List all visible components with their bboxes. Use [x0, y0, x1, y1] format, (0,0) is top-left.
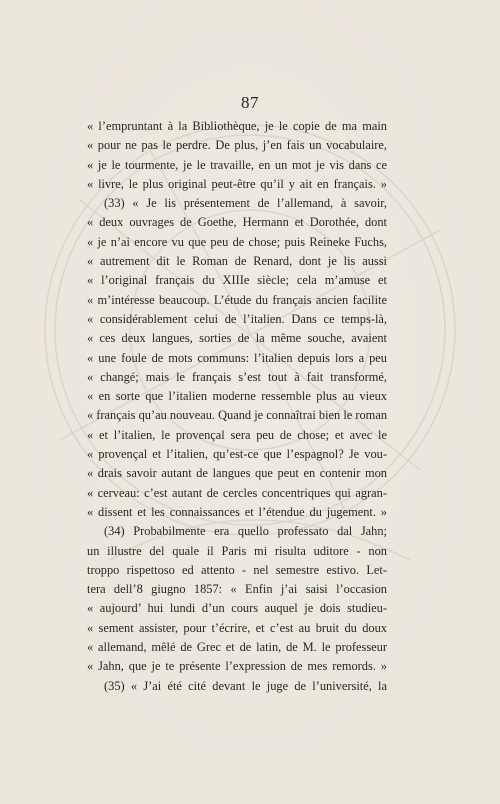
text-line: « et l’italien, le provençal sera peu de chose; et avec le: [87, 427, 387, 442]
text-line: « aujourd’ hui lundi d’un cours auquel je dois studieu-: [87, 601, 387, 616]
text-line: (34) Probabilmente era quello professato dal Jahn;: [104, 524, 387, 539]
text-line: « Jahn, que je te présente l’expression de mes remords. »: [87, 659, 387, 674]
text-line: « pour ne pas le perdre. De plus, j’en fais un vocabulaire,: [87, 138, 387, 153]
text-line: « je le tourmente, je le travaille, en un mot je vis dans ce: [87, 157, 387, 172]
text-line: « drais savoir autant de langues que peut en contenir mon: [87, 466, 387, 481]
text-line: « français qu’au nouveau. Quand je connaîtrai bien le roman: [87, 408, 388, 423]
text-line: « sement assister, pour t’écrire, et c’est au bruit du doux: [87, 620, 387, 635]
text-line: « autrement dit le Roman de Renard, dont je lis aussi: [87, 254, 387, 269]
text-line: « l’empruntant à la Bibliothèque, je le copie de ma main: [87, 119, 387, 133]
text-line: « cerveau: c’est autant de cercles concentriques qui agran-: [87, 485, 387, 500]
text-line: « livre, le plus original peut-être qu’il y ait en français. »: [87, 176, 387, 191]
text-line: « considérablement celui de l’italien. Dans ce temps-là,: [87, 311, 387, 326]
text-line: « deux ouvrages de Goethe, Hermann et Dorothée, dont: [87, 215, 387, 230]
text-line: « en sorte que l’italien moderne ressemble plus au vieux: [87, 389, 387, 404]
text-line: troppo rispettoso ed attento - nel semestre estivo. Let-: [87, 562, 387, 577]
text-line: « dissent et les connaissances et l’étendue du jugement. »: [87, 504, 387, 519]
text-line: (33) « Je lis présentement de l’allemand, à savoir,: [104, 196, 387, 211]
text-line: « provençal et l’italien, qu’est-ce que l’espagnol? Je vou-: [87, 447, 387, 462]
text-line: « allemand, mêlé de Grec et de latin, de M. le professeur: [87, 640, 387, 655]
text-line: « changé; mais le français s’est tout à fait transformé,: [87, 369, 387, 384]
text-line: « l’original français du XIIIe siècle; cela m’amuse et: [87, 273, 387, 288]
text-line: « je n’ai encore vu que peu de chose; puis Reineke Fuchs,: [87, 234, 387, 249]
text-line: un illustre del quale il Paris mi risulta uditore - non: [87, 543, 387, 558]
text-line: « m’intéresse beaucoup. L’étude du français ancien facilite: [87, 292, 387, 307]
text-line: « ces deux langues, sorties de la même souche, avaient: [87, 331, 387, 346]
body-text: [87, 117, 387, 696]
text-line: « une foule de mots communs: l’italien depuis lors a peu: [87, 350, 387, 365]
page-number: 87: [241, 93, 259, 112]
text-line: tera dell’8 giugno 1857: « Enfin j’ai saisi l’occasion: [87, 582, 387, 597]
text-line: (35) « J’ai été cité devant le juge de l’université, la: [104, 678, 387, 693]
